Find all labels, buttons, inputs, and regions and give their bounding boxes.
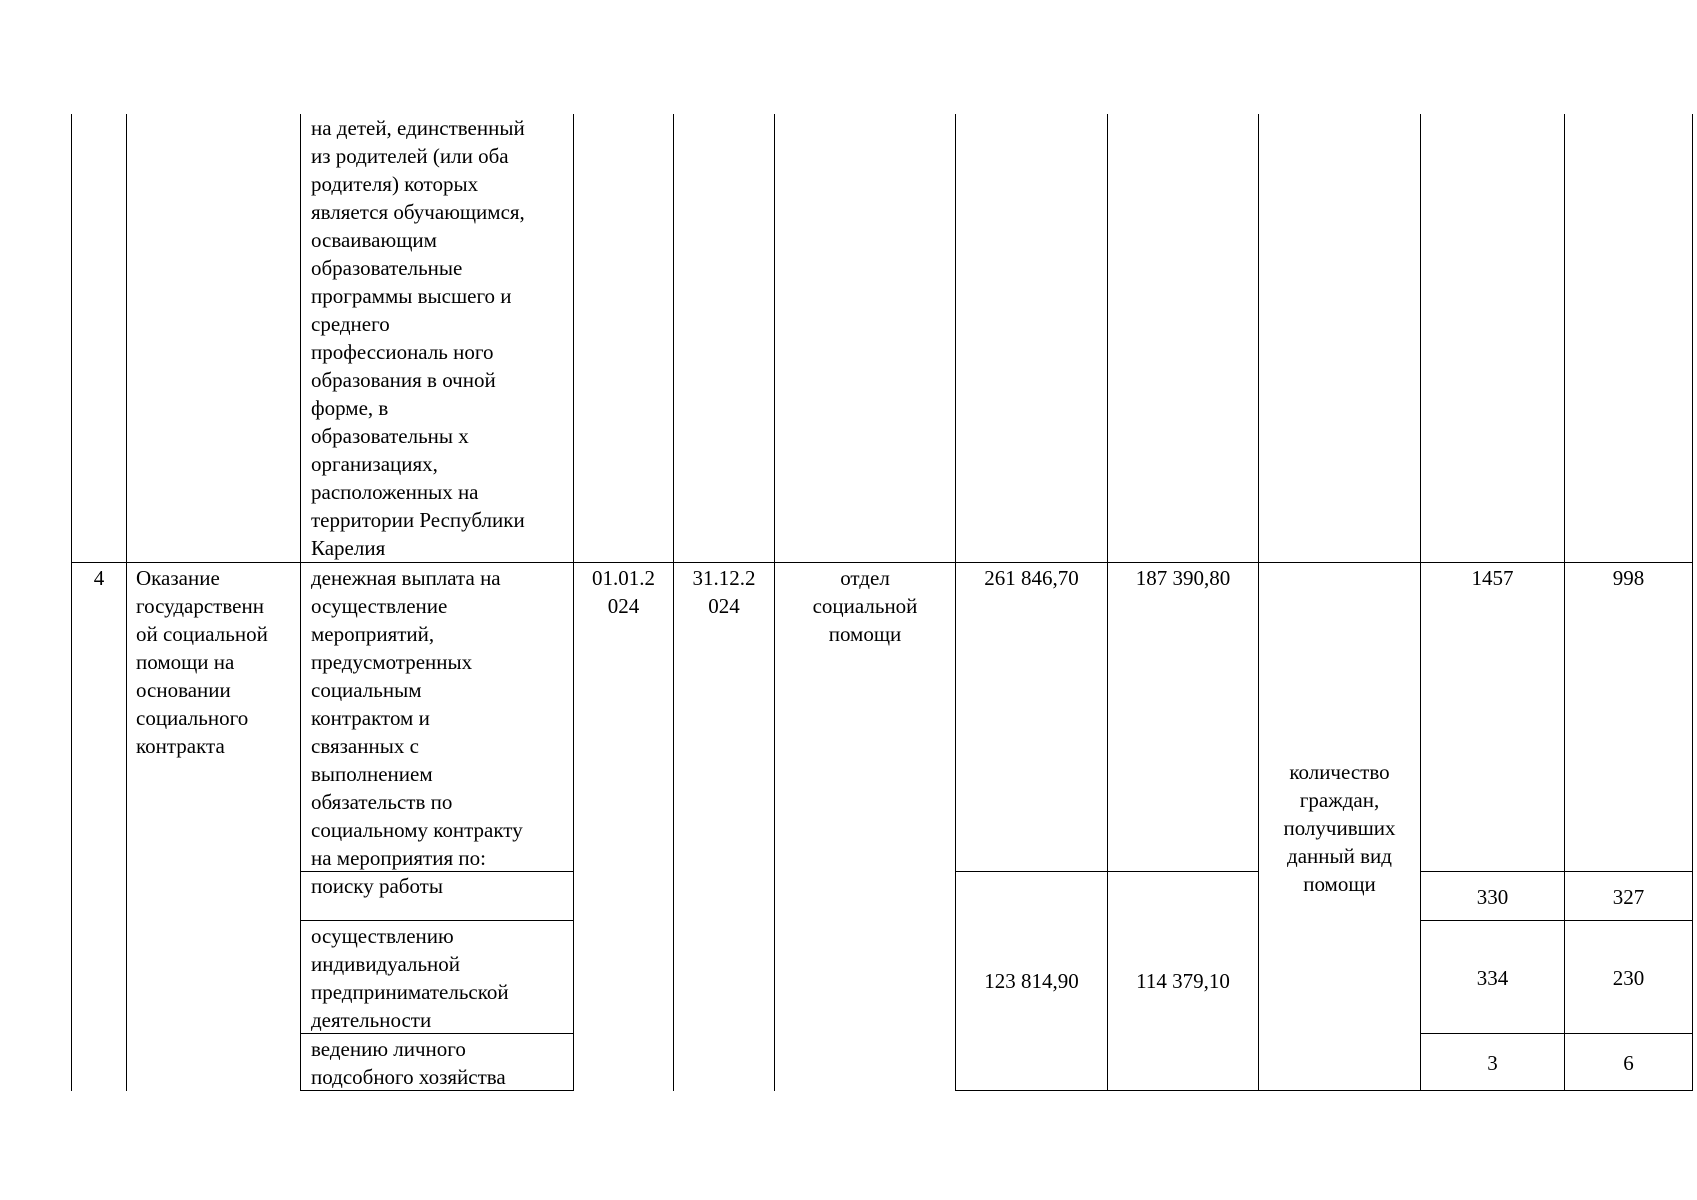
col-border [1564, 114, 1565, 1091]
measure-description: денежная выплата на осуществление мероприятий, предусмотренных социальным контрактом и связанных с выполнением обязательств по социальному контракту на мероприятия по: [311, 566, 523, 870]
end-date: 31.12.2 024 [692, 566, 756, 618]
col-border [1258, 114, 1259, 1091]
subitem-plan-count: 3 [1487, 1051, 1498, 1075]
subitem-plan-count: 334 [1476, 966, 1509, 990]
subitem-label: ведению личного подсобного хозяйства [311, 1037, 506, 1089]
row-border [300, 920, 574, 921]
indicator: количество граждан, получивших данный вид помощи [1283, 760, 1396, 896]
executor: отдел социальной помощи [812, 566, 918, 646]
subitem-fact-count: 230 [1612, 966, 1645, 990]
start-date: 01.01.2 024 [592, 566, 655, 618]
subitem-fact-count: 327 [1612, 885, 1645, 909]
row-border [1420, 920, 1693, 921]
row-border [955, 871, 1258, 872]
sub-amount-fact: 114 379,10 [1136, 969, 1230, 993]
fact-amount: 187 390,80 [1135, 566, 1231, 590]
subitem-fact-count: 6 [1623, 1051, 1634, 1075]
continuation-description: на детей, единственный из родителей (или оба родителя) которых является обучающимся, осваивающим образовательные программы высшего и среднего профессиональ ного образования в очной форме, в образовательны х организациях, расположенных на территории Республики Карелия [311, 116, 525, 560]
subitem-label: поиску работы [311, 874, 443, 898]
subitem-plan-count: 330 [1476, 885, 1509, 909]
col-border [955, 114, 956, 1091]
col-border [1107, 114, 1108, 1091]
col-border [1420, 114, 1421, 1091]
col-border [1692, 114, 1693, 1091]
col-border [126, 114, 127, 1091]
sub-amount-plan: 123 814,90 [984, 969, 1079, 993]
col-border [300, 114, 301, 1091]
row-border [1420, 871, 1693, 872]
row-border [1420, 1033, 1693, 1034]
plan-amount: 261 846,70 [984, 566, 1079, 590]
plan-count: 1457 [1471, 566, 1514, 590]
measure-name: Оказание государственн ой социальной помощи на основании социального контракта [136, 566, 268, 758]
row-border [71, 562, 1693, 563]
subitem-label: осуществлению индивидуальной предпринимательской деятельности [311, 924, 509, 1032]
col-border [71, 114, 72, 1091]
fact-count: 998 [1612, 566, 1645, 590]
row-border [955, 1090, 1693, 1091]
row-number: 4 [93, 566, 105, 590]
